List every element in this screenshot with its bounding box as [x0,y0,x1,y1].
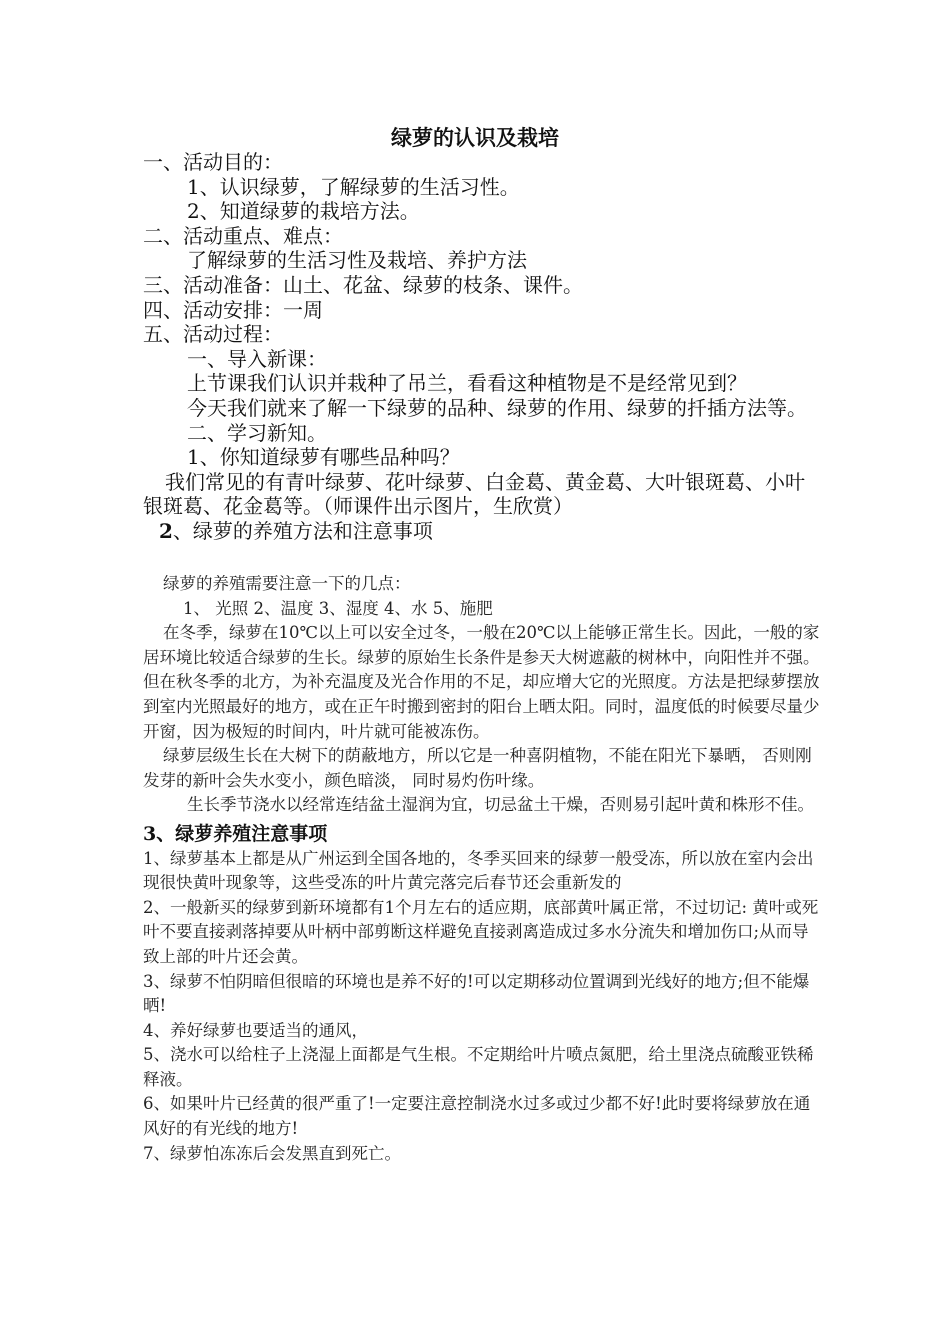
section-3-heading: 三、活动准备：山土、花盆、绿萝的枝条、课件。 [143,272,583,297]
care-section [143,572,823,1166]
note-item-7: 7、绿萝怕冻冻后会发黑直到死亡。 [143,1143,401,1163]
note-item-2: 2、一般新买的绿萝到新环境都有1个月左右的适应期，底部黄叶属正常，不过切记: 黄叶或死叶不要直接剥落掉要从叶柄中部剪断这样避免直接剥离造成过多水分流失和增加伤口;从而导致上部的叶片还会黄。 [143,897,819,966]
step-1-paragraph-2: 今天我们就来了解一下绿萝的品种、绿萝的作用、绿萝的扦插方法等。 [187,395,807,420]
note-item-1: 1、绿萝基本上都是从广州运到全国各地的，冬季买回来的绿萝一般受冻，所以放在室内会出现很快黄叶现象等，这些受冻的叶片黄完落完后春节还会重新发的 [143,848,814,893]
lesson-outline [143,150,823,544]
step-2-heading: 二、学习新知。 [187,420,327,445]
note-item-3: 3、绿萝不怕阴暗但很暗的环境也是养不好的!可以定期移动位置调到光线好的地方;但不能爆晒! [143,971,810,1016]
section-2-heading: 二、活动重点、难点： [143,223,343,248]
section-1-item-1: 1、认识绿萝，了解绿萝的生活习性。 [187,174,520,199]
notes-list [143,847,823,1167]
step-1-heading: 一、导入新课： [187,346,327,371]
care-points: 1、 光照 2、温度 3、湿度 4、水 5、施肥 [183,598,493,618]
note-item-5: 5、浇水可以给柱子上浇湿上面都是气生根。不定期给叶片喷点氮肥，给土里浇点硫酸亚铁稀释液。 [143,1045,814,1089]
question-2-heading [143,519,823,544]
section-1-item-2: 2、知道绿萝的栽培方法。 [187,199,420,224]
section-1-heading: 一、活动目的： [143,150,283,174]
section-4-heading: 四、活动安排：一周 [143,297,323,322]
care-shade-paragraph: 绿萝层级生长在大树下的荫蔽地方，所以它是一种喜阴植物，不能在阳光下暴晒， 否则刚发芽的新叶会失水变小，颜色暗淡， 同时易灼伤叶缘。 [143,746,812,790]
section-5-heading: 五、活动过程： [143,322,283,347]
step-1-paragraph-1: 上节课我们认识并栽种了吊兰，看看这种植物是不是经常见到？ [187,371,747,396]
question-1: 1、你知道绿萝有哪些品种吗？ [187,445,460,470]
note-item-4: 4、养好绿萝也要适当的通风， [143,1020,368,1040]
page-title: 绿萝的认识及栽培 [391,125,559,150]
note-item-6: 6、如果叶片已经黄的很严重了!一定要注意控制浇水过多或过少都不好!此时要将绿萝放在通风好的有光线的地方! [143,1094,811,1139]
care-winter-paragraph: 在冬季，绿萝在10℃以上可以安全过冬，一般在20℃以上能够正常生长。因此，一般的家居环境比较适合绿萝的生长。绿萝的原始生长条件是参天大树遮蔽的树林中，向阳性并不强。但在秋冬季的北方，为补充温度及光合作用的不足，却应增大它的光照度。方法是把绿萝摆放到室内光照最好的地方，或在正午时搬到密封的阳台上晒太阳。同时，温度低的时候要尽量少开窗，因为极短的时间内，叶片就可能被冻伤。 [143,623,820,741]
care-intro: 绿萝的养殖需要注意一下的几点： [163,574,411,593]
section-2-body: 了解绿萝的生活习性及栽培、养护方法 [187,248,527,273]
notes-heading: 3、绿萝养殖注意事项 [143,822,328,845]
question-2-text: 、绿萝的养殖方法和注意事项 [172,518,433,543]
question-2-number: 2 [159,518,173,543]
care-water-paragraph: 生长季节浇水以经常连结盆土湿润为宜，切忌盆土干燥，否则易引起叶黄和株形不佳。 [187,795,814,815]
question-1-answer: 我们常见的有青叶绿萝、花叶绿萝、白金葛、黄金葛、大叶银斑葛、小叶银斑葛、花金葛等。（师课件出示图片，生欣赏） [143,469,805,519]
